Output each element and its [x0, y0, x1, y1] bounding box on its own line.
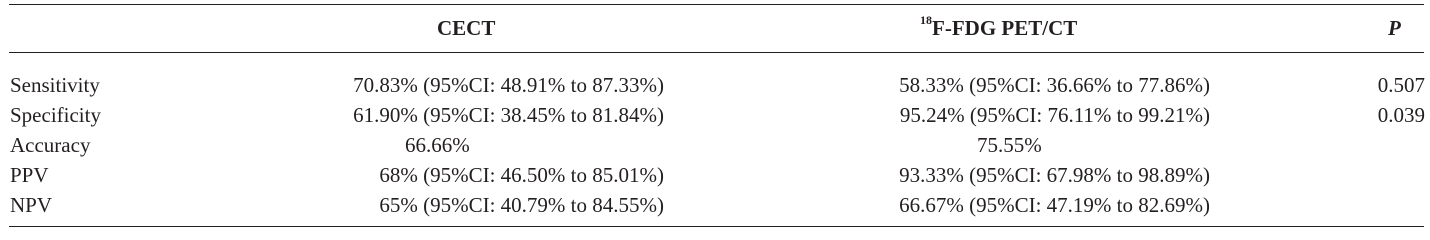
pet-ct-value: 95.24% (95%CI: 76.11% to 99.21%)	[899, 103, 1210, 127]
p-value: 0.039	[1377, 103, 1425, 127]
row-label: Accuracy	[10, 133, 91, 157]
cect-value: 65% (95%CI: 40.79% to 84.55%)	[379, 193, 664, 217]
row-label: Specificity	[10, 103, 101, 127]
table-row	[0, 73, 1430, 103]
pet-ct-value: 58.33% (95%CI: 36.66% to 77.86%)	[899, 73, 1210, 97]
header-pet-ct-label: F-FDG PET/CT	[932, 16, 1078, 40]
pet-ct-value: 66.67% (95%CI: 47.19% to 82.69%)	[899, 193, 1210, 217]
header-pet-ct-superscript: 18	[920, 13, 932, 27]
cect-value: 68% (95%CI: 46.50% to 85.01%)	[379, 163, 664, 187]
table-row	[0, 193, 1430, 223]
header-p-value: P	[1388, 16, 1401, 40]
cect-value: 61.90% (95%CI: 38.45% to 81.84%)	[353, 103, 664, 127]
header-pet-ct	[920, 13, 1078, 41]
table-body	[0, 73, 1430, 223]
row-label: NPV	[10, 193, 53, 217]
table-row	[0, 163, 1430, 193]
header-rule	[9, 52, 1424, 53]
cect-value: 70.83% (95%CI: 48.91% to 87.33%)	[353, 73, 664, 97]
table-header-row	[0, 13, 1430, 46]
row-label: PPV	[10, 163, 49, 187]
table-row	[0, 133, 1430, 163]
table-row	[0, 103, 1430, 133]
bottom-rule	[9, 226, 1424, 227]
header-cect: CECT	[437, 16, 496, 40]
pet-ct-value: 93.33% (95%CI: 67.98% to 98.89%)	[899, 163, 1210, 187]
pet-ct-value: 75.55%	[977, 133, 1042, 157]
p-value: 0.507	[1377, 73, 1425, 97]
cect-value: 66.66%	[405, 133, 470, 157]
top-rule	[9, 4, 1424, 5]
row-label: Sensitivity	[10, 73, 100, 97]
